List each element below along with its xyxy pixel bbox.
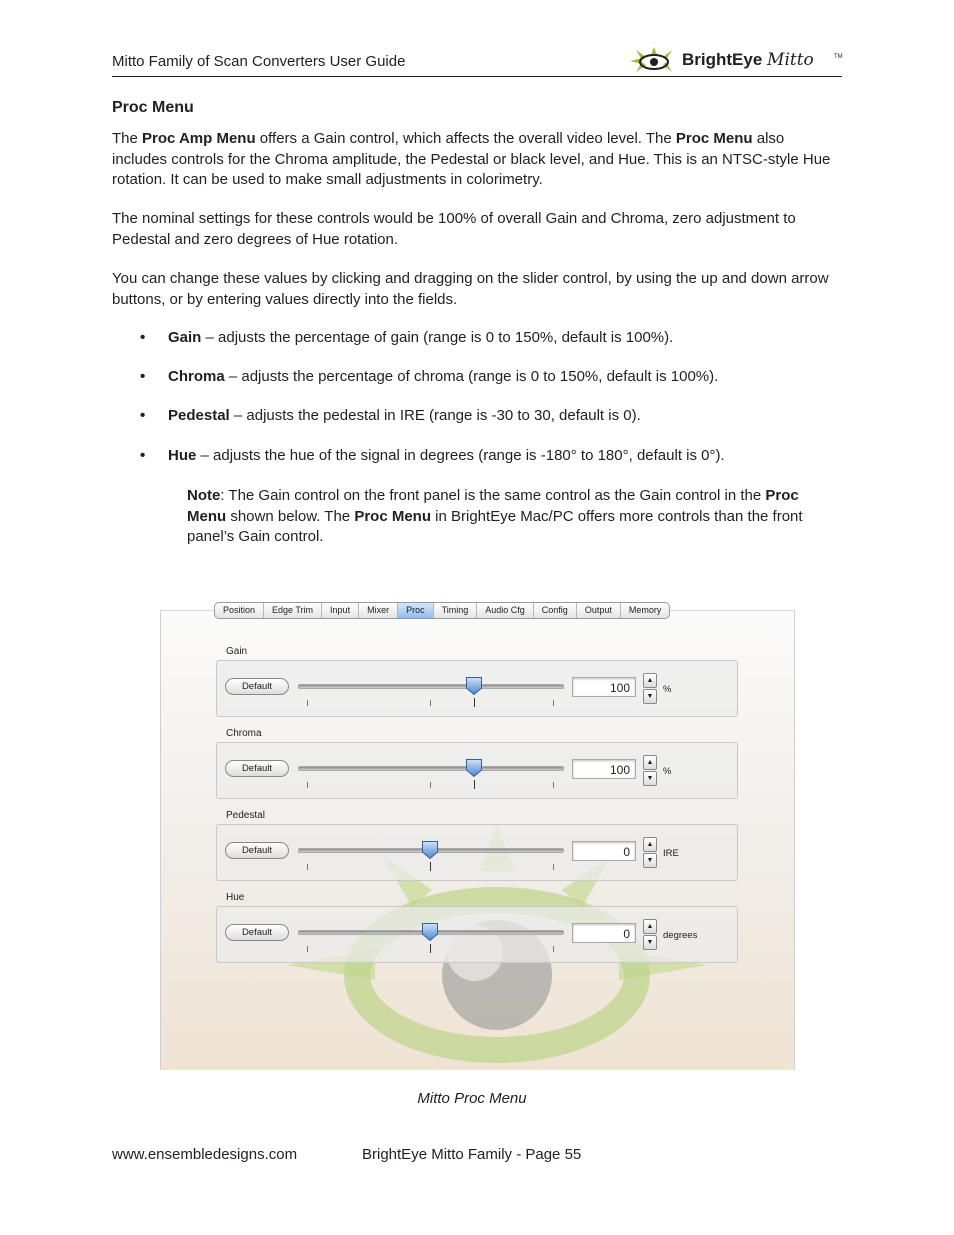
chroma-unit-label: % (663, 766, 672, 777)
tab-timing[interactable]: Timing (434, 603, 478, 618)
chroma-slider-tick (553, 782, 554, 788)
gain-up-arrow-icon[interactable]: ▲ (643, 673, 657, 688)
chroma-label: Chroma (226, 728, 262, 739)
pedestal-group (216, 824, 738, 881)
pedestal-default-button[interactable]: Default (225, 842, 289, 859)
gain-unit-label: % (663, 684, 672, 695)
gain-slider-marker (474, 698, 475, 707)
section-title: Proc Menu (112, 99, 194, 116)
tab-edge-trim[interactable]: Edge Trim (264, 603, 322, 618)
pedestal-stepper[interactable] (643, 837, 657, 866)
hue-unit-label: degrees (663, 930, 698, 941)
hue-label: Hue (226, 892, 245, 903)
hue-default-button[interactable]: Default (225, 924, 289, 941)
usage-paragraph: You can change these values by clicking and dragging on the slider control, by using the up and down arrow buttons, or by entering values directly into the fields. (112, 270, 829, 308)
footer-page: BrightEye Mitto Family - Page 55 (362, 1146, 582, 1163)
gain-default-button[interactable]: Default (225, 678, 289, 695)
chroma-up-arrow-icon[interactable]: ▲ (643, 755, 657, 770)
tab-bar (214, 602, 670, 619)
chroma-slider-track[interactable] (298, 766, 564, 771)
proc-menu-screenshot (157, 600, 796, 1070)
bullet-chroma: • Chroma – adjusts the percentage of chroma (range is 0 to 150%, default is 100%). (140, 368, 719, 385)
tab-proc[interactable]: Proc (398, 603, 434, 618)
bullet-gain: • Gain – adjusts the percentage of gain (range is 0 to 150%, default is 100%). (140, 329, 674, 346)
pedestal-up-arrow-icon[interactable]: ▲ (643, 837, 657, 852)
hue-slider-thumb[interactable] (421, 922, 439, 942)
pedestal-slider-marker (430, 862, 431, 871)
hue-slider-tick (553, 946, 554, 952)
note-paragraph: Note: The Gain control on the front panel is the same control as the Gain control in the Proc Menu shown below. The Proc Menu in BrightEye Mac/PC offers more controls than the front panel’s Gain control. (187, 487, 803, 545)
header-rule (112, 76, 842, 77)
pedestal-value-field[interactable]: 0 (572, 841, 636, 861)
chroma-slider-tick (307, 782, 308, 788)
gain-label: Gain (226, 646, 248, 657)
pedestal-slider-thumb[interactable] (421, 840, 439, 860)
chroma-default-button[interactable]: Default (225, 760, 289, 777)
gain-slider-thumb[interactable] (465, 676, 483, 696)
logo-trademark: TM (834, 54, 843, 60)
gain-down-arrow-icon[interactable]: ▼ (643, 689, 657, 704)
header-title: Mitto Family of Scan Converters User Guide (112, 53, 406, 70)
eye-logo-icon (628, 47, 680, 75)
chroma-stepper[interactable] (643, 755, 657, 784)
pedestal-down-arrow-icon[interactable]: ▼ (643, 853, 657, 868)
hue-slider-tick (307, 946, 308, 952)
gain-slider-tick (553, 700, 554, 706)
pedestal-label: Pedestal (226, 810, 265, 821)
chroma-value-field[interactable]: 100 (572, 759, 636, 779)
bullet-hue: • Hue – adjusts the hue of the signal in degrees (range is -180° to 180°, default is 0°). (140, 447, 725, 464)
tab-memory[interactable]: Memory (628, 605, 662, 615)
tab-config[interactable]: Config (534, 603, 577, 618)
hue-slider-marker (430, 944, 431, 953)
logo-wordmark: BrightEye Mitto (682, 50, 814, 70)
gain-stepper[interactable] (643, 673, 657, 702)
pedestal-unit-label: IRE (663, 848, 679, 859)
brighteye-logo (628, 47, 842, 75)
gain-value-field[interactable]: 100 (572, 677, 636, 697)
chroma-slider-thumb[interactable] (465, 758, 483, 778)
footer-url[interactable]: www.ensembledesigns.com (112, 1146, 298, 1163)
hue-up-arrow-icon[interactable]: ▲ (643, 919, 657, 934)
nominal-paragraph: The nominal settings for these controls would be 100% of overall Gain and Chroma, zero adjustment to Pedestal and zero degrees of Hue rotation. (112, 210, 796, 248)
hue-group (216, 906, 738, 963)
chroma-slider-marker (474, 780, 475, 789)
intro-paragraph: The Proc Amp Menu offers a Gain control, which affects the overall video level. The Proc Menu also includes controls for the Chroma amplitude, the Pedestal or black level, and Hue. This is an NTSC-style Hue rotation. It can be used to make small adjustments in colorimetry. (112, 130, 831, 188)
gain-slider-track[interactable] (298, 684, 564, 689)
chroma-group (216, 742, 738, 799)
tab-mixer[interactable]: Mixer (359, 603, 398, 618)
pedestal-slider-tick (307, 864, 308, 870)
figure-caption: Mitto Proc Menu (417, 1090, 527, 1107)
gain-slider-tick (307, 700, 308, 706)
tab-audio-cfg[interactable]: Audio Cfg (477, 603, 534, 618)
gain-slider-tick (430, 700, 431, 706)
pedestal-slider-tick (553, 864, 554, 870)
tab-output[interactable]: Output (577, 603, 621, 618)
bullet-pedestal: • Pedestal – adjusts the pedestal in IRE (range is -30 to 30, default is 0). (140, 407, 641, 424)
gain-group (216, 660, 738, 717)
hue-value-field[interactable]: 0 (572, 923, 636, 943)
hue-stepper[interactable] (643, 919, 657, 948)
chroma-slider-tick (430, 782, 431, 788)
tab-input[interactable]: Input (322, 603, 359, 618)
hue-down-arrow-icon[interactable]: ▼ (643, 935, 657, 950)
tab-position[interactable]: Position (215, 603, 264, 618)
chroma-down-arrow-icon[interactable]: ▼ (643, 771, 657, 786)
